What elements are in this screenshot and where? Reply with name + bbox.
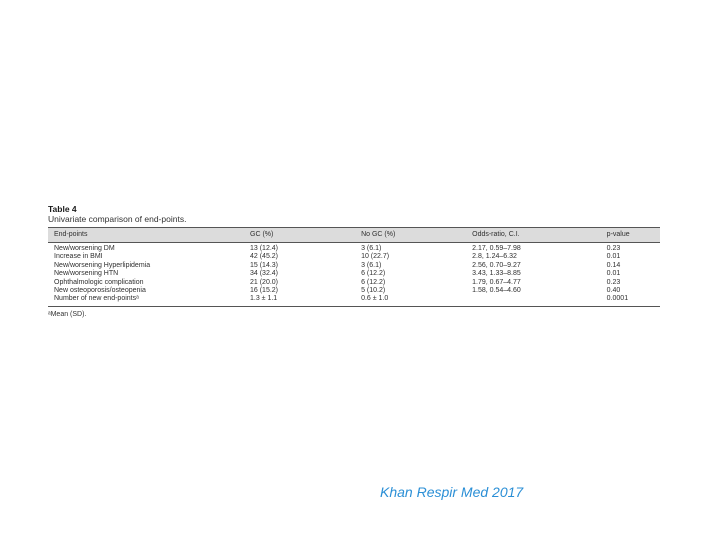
p-value-cell: 0.14 [606, 261, 621, 269]
gc-cell: 34 (32.4) [250, 270, 279, 278]
endpoint-cell: Ophthalmologic complication [54, 278, 144, 286]
odds-ratio-cell: 2.56, 0.70–9.27 [472, 261, 521, 269]
endpoint-cell: Increase in BMI [54, 253, 103, 261]
p-value-cell: 0.23 [606, 278, 621, 286]
gc-cell: 15 (14.3) [250, 261, 279, 269]
table-body [48, 243, 660, 307]
table-label: Table 4 [48, 204, 77, 214]
no-gc-cell: 3 (6.1) [361, 245, 382, 252]
table-figure [48, 204, 660, 320]
endpoint-cell: Number of new end-pointsᵃ [48, 295, 244, 306]
column-header-no-gc: No GC (%) [361, 230, 396, 238]
odds-ratio-cell: 1.58, 0.54–4.60 [472, 287, 521, 295]
no-gc-cell: 3 (6.1) [361, 261, 382, 269]
endpoint-cell: New osteoporosis/osteopenia [54, 287, 146, 295]
odds-ratio-cell [466, 295, 601, 306]
odds-ratio-cell: 2.8, 1.24–6.32 [472, 253, 517, 261]
table-header-row [48, 228, 660, 243]
p-value-cell: 0.0001 [601, 295, 660, 306]
table-row [48, 287, 660, 295]
gc-cell: 1.3 ± 1.1 [244, 295, 355, 306]
gc-cell: 16 (15.2) [250, 287, 279, 295]
no-gc-cell: 6 (12.2) [361, 278, 386, 286]
column-header-gc: GC (%) [250, 230, 274, 238]
column-header-odds-ratio: Odds-ratio, C.I. [472, 230, 520, 238]
no-gc-cell: 5 (10.2) [361, 287, 386, 295]
gc-cell: 42 (45.2) [250, 253, 279, 261]
no-gc-cell: 6 (12.2) [361, 270, 386, 278]
gc-cell: 13 (12.4) [250, 245, 279, 252]
p-value-cell: 0.23 [606, 245, 621, 252]
column-header-endpoints: End-points [54, 230, 88, 238]
odds-ratio-cell: 2.17, 0.59–7.98 [472, 245, 521, 252]
endpoints-table [48, 227, 660, 307]
table-row [48, 295, 660, 306]
table-row [48, 262, 660, 270]
table-row [48, 243, 660, 254]
citation: Khan Respir Med 2017 [380, 484, 524, 500]
table-footnote: ᵃMean (SD). [48, 310, 87, 318]
endpoint-cell: New/worsening Hyperlipidemia [54, 261, 151, 269]
table-caption: Univariate comparison of end-points. [48, 214, 187, 224]
table-row [48, 253, 660, 261]
p-value-cell: 0.40 [606, 287, 621, 295]
gc-cell: 21 (20.0) [250, 278, 279, 286]
no-gc-cell: 10 (22.7) [361, 253, 390, 261]
table-row [48, 279, 660, 287]
endpoint-cell: New/worsening DM [54, 245, 115, 252]
no-gc-cell: 0.6 ± 1.0 [355, 295, 466, 306]
odds-ratio-cell: 1.79, 0.67–4.77 [472, 278, 521, 286]
endpoint-cell: New/worsening HTN [54, 270, 119, 278]
odds-ratio-cell: 3.43, 1.33–8.85 [472, 270, 521, 278]
p-value-cell: 0.01 [606, 270, 621, 278]
table-row [48, 270, 660, 278]
column-header-p-value: p-value [606, 230, 630, 238]
p-value-cell: 0.01 [606, 253, 621, 261]
